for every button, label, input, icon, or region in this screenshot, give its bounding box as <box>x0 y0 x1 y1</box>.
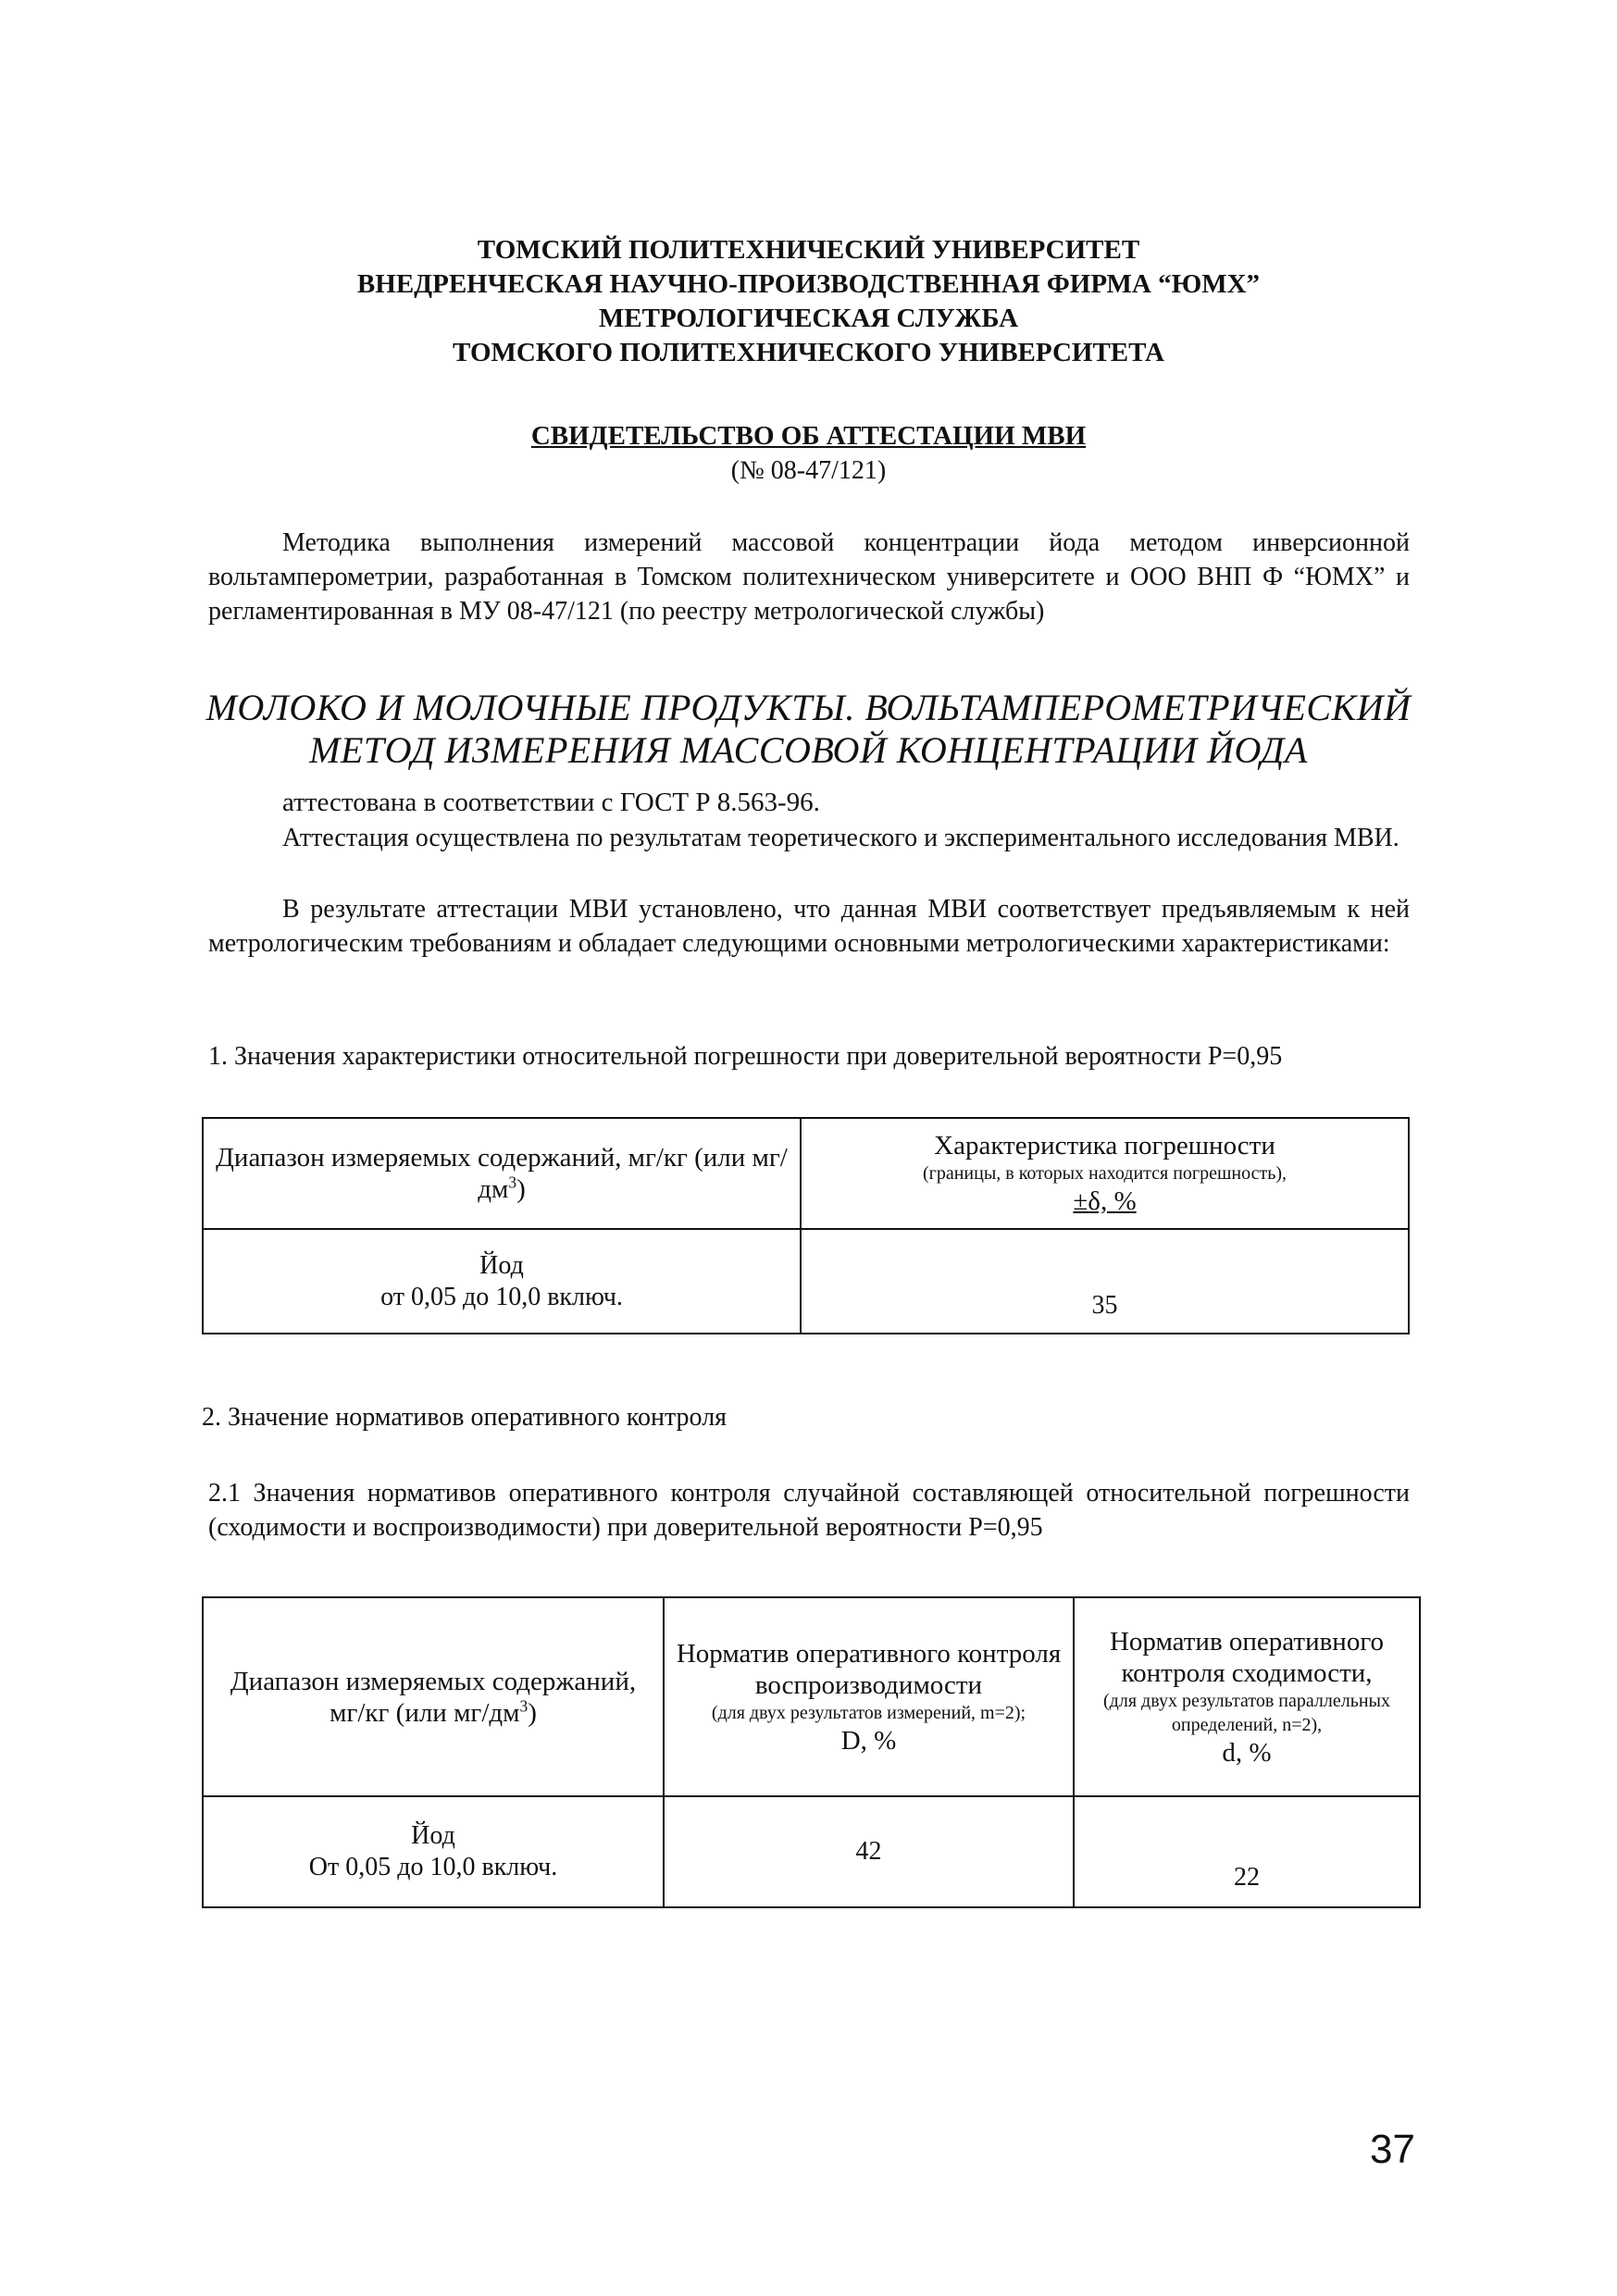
convergence-symbol: d, % <box>1222 1737 1272 1768</box>
attestation-paragraph: Аттестация осуществлена по результатам теоретического и экспериментального исследования МВИ. <box>282 824 1399 852</box>
institution-header <box>185 233 1432 370</box>
table-header-row <box>203 1118 1409 1229</box>
section-2-1-paragraph: 2.1 Значения нормативов оперативного контроля случайной составляющей относительной погрешности (сходимости и воспроизводимости) при доверительной вероятности Р=0,95 <box>208 1479 1410 1542</box>
range-header-end: ) <box>516 1174 526 1204</box>
error-symbol: ±δ, % <box>1073 1186 1137 1216</box>
convergence-value: 22 <box>1234 1863 1260 1892</box>
control-standards-table <box>202 1596 1421 1908</box>
convergence-header-text: Норматив оперативного контроля сходимости, <box>1109 1626 1384 1688</box>
error-value: 35 <box>1091 1291 1118 1320</box>
section-1-heading: 1. Значения характеристики относительной погрешности при доверительной вероятности Р=0,95 <box>208 1042 1283 1071</box>
reproducibility-value-cell <box>664 1796 1074 1907</box>
range-header-sup: 3 <box>519 1695 529 1715</box>
error-header-cell <box>801 1118 1409 1229</box>
reproducibility-header-cell <box>664 1597 1074 1796</box>
error-characteristics-table <box>202 1117 1410 1334</box>
substance-range: От 0,05 до 10,0 включ. <box>308 1853 558 1881</box>
range-header-text: Диапазон измеряемых содержаний, мг/кг (или мг/дм <box>230 1666 637 1728</box>
substance-name: Йод <box>479 1250 524 1280</box>
page-number: 37 <box>1370 2127 1415 2172</box>
substance-range: от 0,05 до 10,0 включ. <box>380 1282 623 1311</box>
range-header-text: Диапазон измеряемых содержаний, мг/кг (или мг/дм <box>216 1143 788 1204</box>
error-header-text: Характеристика погрешности <box>934 1131 1275 1160</box>
result-paragraph: В результате аттестации МВИ установлено, что данная МВИ соответствует предъявляемым к ней метрологическим требованиям и обладает следующими основными метрологическими характеристиками: <box>208 895 1410 958</box>
substance-cell <box>203 1229 801 1334</box>
reproducibility-note: (для двух результатов измерений, m=2); <box>711 1702 1026 1723</box>
reproducibility-header-text: Норматив оперативного контроля воспроизводимости <box>676 1638 1062 1700</box>
error-value-cell <box>801 1229 1409 1334</box>
range-header-end: ) <box>528 1697 537 1728</box>
table-header-row <box>203 1597 1420 1796</box>
convergence-note: (для двух результатов параллельных определений, n=2), <box>1103 1690 1390 1735</box>
header-line-2: ВНЕДРЕНЧЕСКАЯ НАУЧНО-ПРОИЗВОДСТВЕННАЯ ФИРМА “ЮМХ” <box>356 269 1261 299</box>
range-header-sup: 3 <box>508 1173 517 1192</box>
certificate-number: (№ 08-47/121) <box>730 456 887 485</box>
certificate-title: СВИДЕТЕЛЬСТВО ОБ АТТЕСТАЦИИ МВИ <box>530 421 1087 451</box>
header-line-3: МЕТРОЛОГИЧЕСКАЯ СЛУЖБА <box>598 304 1019 333</box>
header-line-1: ТОМСКИЙ ПОЛИТЕХНИЧЕСКИЙ УНИВЕРСИТЕТ <box>477 235 1140 265</box>
table-row <box>203 1796 1420 1907</box>
substance-cell <box>203 1796 664 1907</box>
header-line-4: ТОМСКОГО ПОЛИТЕХНИЧЕСКОГО УНИВЕРСИТЕТА <box>453 338 1164 367</box>
range-header-cell <box>203 1118 801 1229</box>
table-row <box>203 1229 1409 1334</box>
error-header-note: (границы, в которых находится погрешность), <box>922 1163 1287 1184</box>
convergence-value-cell <box>1074 1796 1420 1907</box>
method-title-line-2: МЕТОД ИЗМЕРЕНИЯ МАССОВОЙ КОНЦЕНТРАЦИИ ЙОДА <box>309 729 1308 771</box>
error-header-symbol <box>809 1185 1400 1217</box>
attested-line: аттестована в соответствии с ГОСТ Р 8.563-96. <box>282 788 820 817</box>
range-header-cell <box>203 1597 664 1796</box>
method-title-line-1: МОЛОКО И МОЛОЧНЫЕ ПРОДУКТЫ. ВОЛЬТАМПЕРОМЕТРИЧЕСКИЙ <box>205 687 1412 728</box>
convergence-header-cell <box>1074 1597 1420 1796</box>
reproducibility-value: 42 <box>855 1837 882 1866</box>
reproducibility-symbol: D, % <box>840 1725 897 1756</box>
method-title <box>185 687 1432 772</box>
intro-paragraph: Методика выполнения измерений массовой концентрации йода методом инверсионной вольтамперометрии, разработанная в Томском политехническом университете и ООО ВНП Ф “ЮМХ” и регламентированная в МУ 08-47/121 (по реестру метрологической службы) <box>208 528 1410 626</box>
substance-name: Йод <box>411 1821 455 1850</box>
section-2-heading: 2. Значение нормативов оперативного контроля <box>202 1403 728 1432</box>
